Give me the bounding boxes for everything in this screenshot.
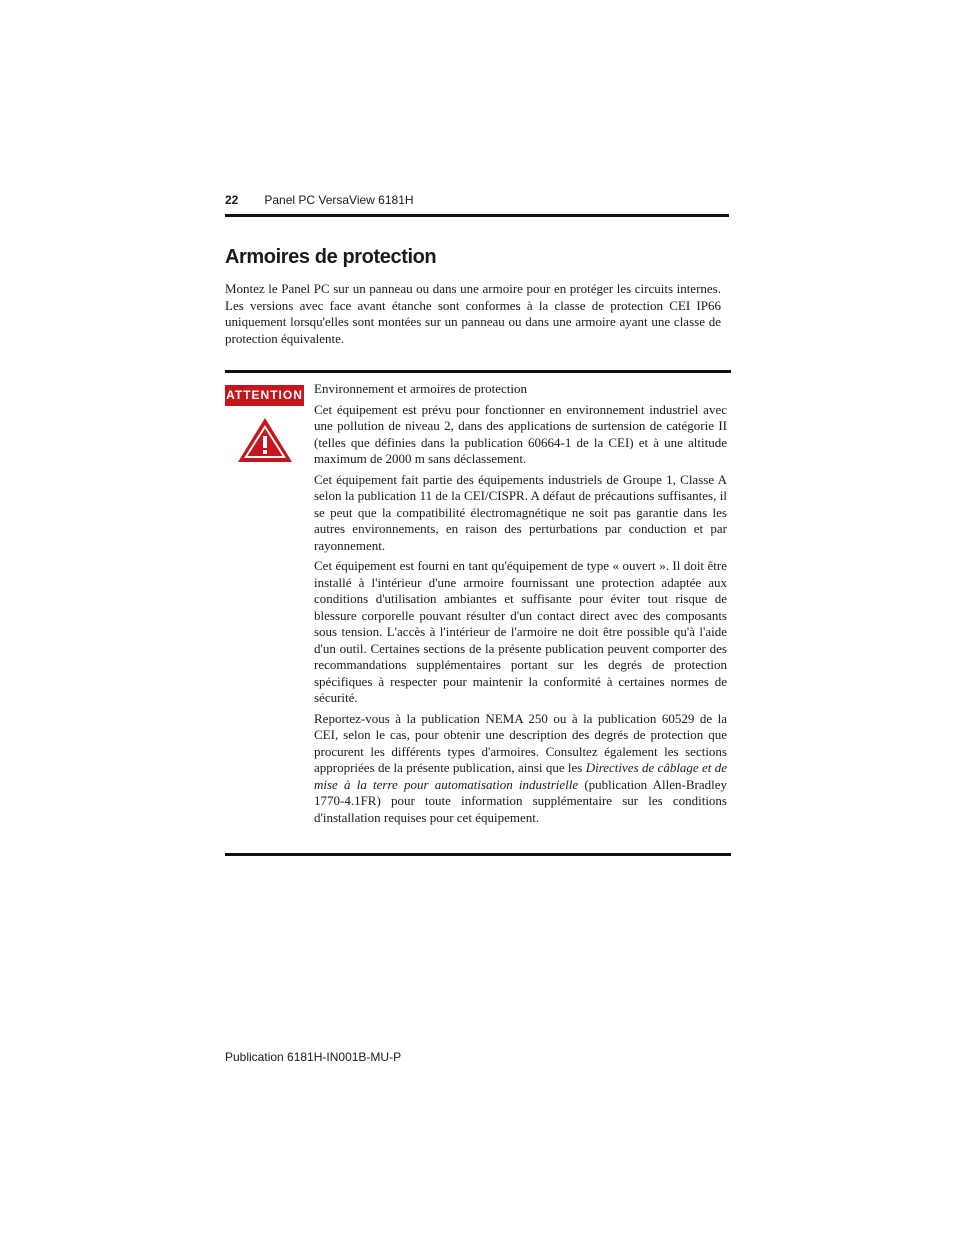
running-header-title: Panel PC VersaView 6181H [264,193,414,207]
attention-bottom-rule [225,853,731,856]
attention-paragraph-3: Cet équipement est fourni en tant qu'équipement de type « ouvert ». Il doit être installé à l'intérieur d'une armoire fournissant une protection adaptée aux conditions d'utilisation ambiantes et suffisante pour éviter tout risque de blessure corporelle pouvant résulter d'un contact direct avec des composants sous tension. L'accès à l'intérieur de l'armoire ne doit être possible qu'à l'aide d'un outil. Certaines sections de la présente publication peuvent comporter des recommandations supplémentaires portant sur les degrés de protection spécifiques à respecter pour maintenir la conformité à certaines normes de sécurité. [314,558,727,705]
attention-body [314,381,727,830]
attention-top-rule [225,370,731,373]
paragraph-4-text-end: (publication Allen-Bradley 1770-4.1FR) pour toute information supplémentaire sur les conditions d'installation requises pour cet équipement. [314,776,727,825]
page-number: 22 [225,193,239,207]
paragraph-4-text-start: Reportez-vous à la publication NEMA 250 ou à la publication 60529 de la CEI, selon le cas, pour obtenir une description des degrés de protection que procurent les différents types d'armoires. Consultez également les sections appropriées de la présente publication, ainsi que les [314,710,727,775]
wiring-guidelines-title: Directives de câblage et de mise à la terre pour automatisation industrielle [314,760,727,792]
running-header [225,193,729,207]
section-heading: Armoires de protection [225,246,437,268]
attention-title: Environnement et armoires de protection [314,381,527,396]
warning-triangle-icon [236,416,294,464]
attention-label: ATTENTION [225,385,304,406]
publication-footer: Publication 6181H-IN001B-MU-P [225,1050,402,1064]
attention-paragraph-2: Cet équipement fait partie des équipements industriels de Groupe 1, Classe A selon la publication 11 de la CEI/CISPR. A défaut de précautions suffisantes, il se peut que la compatibilité électromagnétique ne soit pas garantie dans les autres environnements, en raison des perturbations par conduction et par rayonnement. [314,471,727,553]
intro-paragraph: Montez le Panel PC sur un panneau ou dans une armoire pour en protéger les circuits internes. Les versions avec face avant étanche sont conformes à la classe de protection CEI IP66 uniquement lorsqu'elles sont montées sur un panneau ou dans une armoire ayant une classe de protection équivalente. [225,281,721,346]
header-rule [225,214,729,217]
attention-paragraph-4 [314,711,727,827]
attention-paragraph-1: Cet équipement est prévu pour fonctionner en environnement industriel avec une pollution de niveau 2, dans des applications de surtension de catégorie II (telles que définies dans la publication 60664-1 de la CEI) et à une altitude maximum de 2000 m sans déclassement. [314,401,727,466]
